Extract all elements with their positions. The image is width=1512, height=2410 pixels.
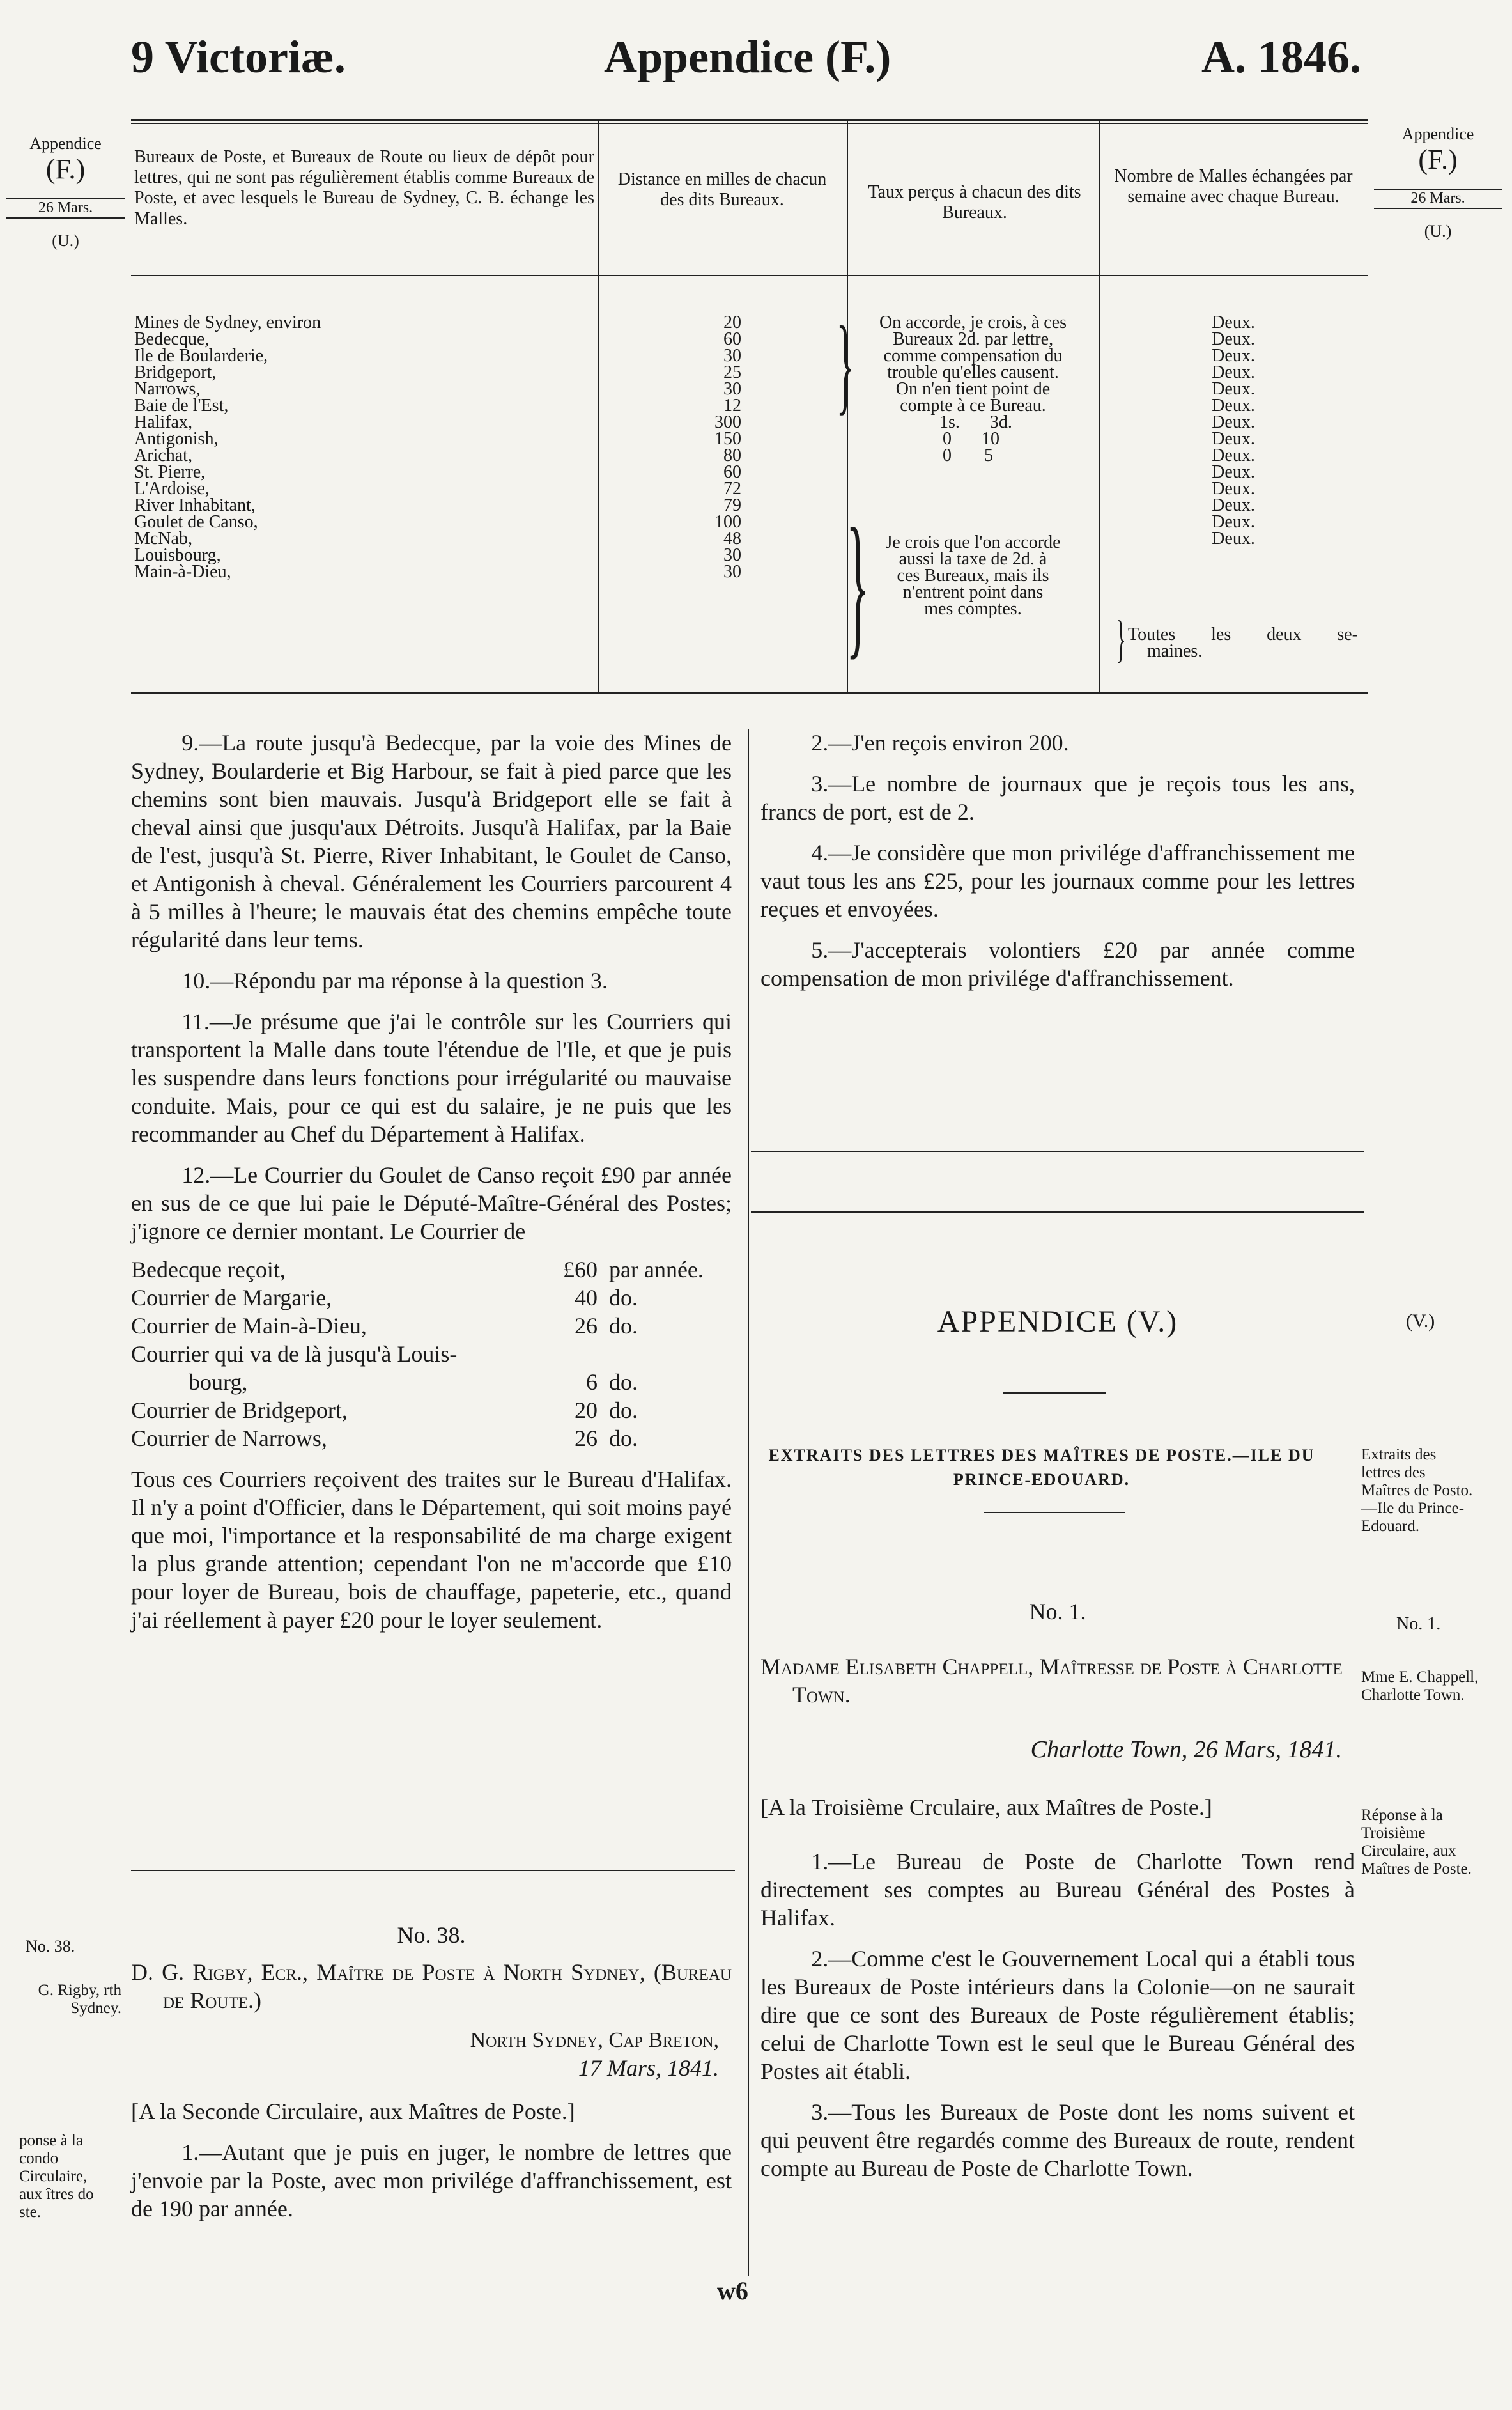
fee-amount: 6	[586, 1369, 598, 1395]
paragraph-tous: Tous ces Courriers reçoivent des traites sur le Bureau d'Halifax. Il n'y a point d'Officier, dans le Département, qui soit moins payé que moi, l'importance et la responsabilité de ma charge exigent la plus grande attention; cependant l'on ne m'accorde que £10 pour loyer de Bureau, bois de chauffage, papeterie, etc., quand j'ai réellement à payer £20 pour le loyer seulement.	[131, 1466, 732, 1633]
fee-amount: 26	[575, 1313, 598, 1339]
chappell-date: Charlotte Town, 26 Mars, 1841.	[1030, 1736, 1342, 1763]
paragraph-12: 12.—Le Courrier du Goulet de Canso reçoit £90 par année en sus de ce que lui paie le Député-Maître-Général des Postes; j'ignore ce dernier montant. Le Courrier de	[131, 1162, 732, 1244]
fee-amount: 26	[575, 1426, 598, 1451]
table-row-weekly: Deux.	[1212, 396, 1255, 416]
margin-note-extraits: Extraits des lettres des Maîtres de Posto.—Ile du Prince-Edouard.	[1361, 1446, 1473, 1535]
fee-amount: 20	[575, 1397, 598, 1423]
rates-line: compte à ce Bureau.	[900, 396, 1046, 416]
fee-name: Courrier de Main-à-Dieu,	[131, 1313, 367, 1339]
weekly-line: Toutes les deux se-	[1128, 625, 1358, 644]
left-column-lower	[131, 1921, 732, 2235]
rate-halifax	[939, 414, 1067, 431]
margin-appendix-right	[1374, 125, 1502, 241]
rate-pence: 5	[984, 446, 993, 465]
table-row-dist: 12	[723, 396, 741, 416]
fee-period: do.	[609, 1285, 638, 1310]
fee-amount: £60	[563, 1257, 598, 1282]
fee-period: do.	[609, 1397, 638, 1423]
margin-note-reponse-2: ponse à la condo Circulaire, aux îtres do ste.	[19, 2132, 94, 2221]
chappell-paragraph-3: 3.—Tous les Bureaux de Poste dont les noms suivent et qui peuvent être regardés comme des Bureaux de route, rendent compte au Bureau de Poste de Charlotte Town.	[760, 2099, 1355, 2181]
weekly-line: maines.	[1147, 641, 1203, 661]
margin-date: 26 Mars.	[1374, 189, 1502, 209]
rate-shillings: 0	[943, 429, 952, 449]
running-head-center: Appendice (F.)	[604, 31, 891, 82]
margin-letter: (F.)	[1418, 143, 1458, 175]
rate-shillings: 1s.	[939, 412, 960, 432]
fee-name: Courrier de Margarie,	[131, 1285, 332, 1310]
table-row-name: Ile de Boularderie,	[134, 346, 268, 366]
fee-period: do.	[609, 1426, 638, 1451]
table-row-dist: 30	[723, 379, 741, 399]
margin-note-reponse-3: Réponse à la Troisième Circulaire, aux Maîtres de Poste.	[1361, 1807, 1472, 1877]
rates-line: aussi la taxe de 2d. à	[899, 549, 1047, 569]
left-column	[131, 729, 732, 1647]
margin-sub: (U.)	[1424, 222, 1452, 241]
fee-period	[598, 1340, 732, 1368]
table-row-dist: 79	[723, 495, 741, 515]
paragraph-9: 9.—La route jusqu'à Bedecque, par la voie des Mines de Sydney, Boularderie et Big Harbour, se fait à pied parce que les chemins sont bien mauvais. Jusqu'à Bridgeport elle se fait à cheval ainsi que jusqu'aux Détroits. Jusqu'à Halifax, par la Baie de l'est, jusqu'à St. Pierre, River Inhabitant, le Goulet de Canso, et Antigonish à cheval. Généralement les Courriers parcourent 4 à 5 milles à l'heure; le mauvais état des chemins empêche toute régularité dans leur tems.	[131, 730, 732, 952]
fee-name: Bedecque reçoit,	[131, 1257, 286, 1282]
table-body-distance	[665, 315, 741, 580]
weekly-group	[1128, 626, 1358, 660]
th-weekly: Nombre de Malles échangées par semaine avec chaque Bureau.	[1114, 166, 1353, 207]
table-row-dist: 100	[714, 512, 741, 532]
fee-row	[131, 1396, 732, 1424]
table-row-name: McNab,	[134, 529, 192, 548]
rates-line: On n'en tient point de	[895, 379, 1051, 399]
rates-group-1	[850, 315, 1096, 414]
table-row-dist: 72	[723, 479, 741, 499]
table-body-offices	[134, 315, 591, 580]
col-divider-3	[1099, 121, 1100, 692]
table-row-dist: 30	[723, 545, 741, 565]
margin-sub: (U.)	[52, 231, 79, 251]
rates-line: mes comptes.	[924, 599, 1022, 619]
margin-note-no1: No. 1.	[1396, 1614, 1441, 1634]
left-section-rule	[131, 1870, 735, 1871]
fee-row	[131, 1424, 732, 1452]
table-bottom-rule	[131, 692, 1368, 694]
table-row-name: Halifax,	[134, 412, 192, 432]
fee-row	[131, 1284, 732, 1312]
table-row-dist: 150	[714, 429, 741, 449]
table-row-dist: 60	[723, 329, 741, 349]
fee-amount	[540, 1340, 598, 1368]
title-underline	[1003, 1392, 1106, 1394]
rates-line: trouble qu'elles causent.	[887, 362, 1059, 382]
table-row-name: Bedecque,	[134, 329, 210, 349]
rates-line: Je crois que l'on accorde	[885, 533, 1061, 552]
right-column	[760, 729, 1355, 1005]
running-head-left: 9 Victoriæ.	[131, 31, 346, 82]
col-divider-1	[598, 121, 599, 692]
margin-label: Appendice	[1401, 125, 1474, 143]
table-row-weekly: Deux.	[1212, 379, 1255, 399]
table-row-weekly: Deux.	[1212, 412, 1255, 432]
rigby-circular: [A la Seconde Circulaire, aux Maîtres de Poste.]	[131, 2099, 575, 2124]
running-head-right: A. 1846.	[1201, 31, 1361, 82]
rates-line: comme compensation du	[883, 346, 1063, 366]
table-row-name: Narrows,	[134, 379, 201, 399]
table-body-weekly	[1106, 315, 1361, 547]
table-row-weekly: Deux.	[1212, 512, 1255, 532]
chappell-circular: [A la Troisième Crculaire, aux Maîtres de Poste.]	[760, 1794, 1212, 1820]
rates-line: On accorde, je crois, à ces	[879, 313, 1067, 332]
fee-name: bourg,	[189, 1369, 248, 1395]
fee-row	[131, 1368, 732, 1396]
chappell-body	[760, 1847, 1355, 2195]
brace-group-2: }	[846, 496, 869, 673]
rates-line: n'entrent point dans	[902, 582, 1044, 602]
table-row-weekly: Deux.	[1212, 362, 1255, 382]
table-row-name: Mines de Sydney, environ	[134, 313, 321, 332]
letter-number-1: No. 1.	[1029, 1599, 1086, 1624]
rate-pence: 3d.	[989, 412, 1012, 432]
margin-appendix-left	[6, 134, 125, 251]
table-row-name: Arichat,	[134, 446, 192, 465]
table-row-weekly: Deux.	[1212, 329, 1255, 349]
rates-line: Bureaux 2d. par lettre,	[892, 329, 1054, 349]
paragraph-4: 4.—Je considère que mon privilége d'affranchissement me vaut tous les ans £25, pour les journaux comme pour les lettres reçues et envoyées.	[760, 840, 1355, 922]
fee-period: par année.	[609, 1257, 704, 1282]
fee-period: do.	[609, 1369, 638, 1395]
table-row-dist: 80	[723, 446, 741, 465]
paragraph-3: 3.—Le nombre de journaux que je reçois tous les ans, francs de port, est de 2.	[760, 771, 1355, 825]
rates-group-2	[850, 534, 1096, 618]
table-row-weekly: Deux.	[1212, 529, 1255, 548]
table-row-name: River Inhabitant,	[134, 495, 256, 515]
fee-row	[131, 1256, 732, 1284]
rates-line: ces Bureaux, mais ils	[897, 566, 1049, 586]
rigby-heading: D. G. Rigby, Ecr., Maître de Poste à North Sydney, (Bureau de Route.)	[131, 1959, 732, 2013]
paragraph-5: 5.—J'accepterais volontiers £20 par année comme compensation de mon privilége d'affranchissement.	[760, 937, 1355, 991]
chappell-paragraph-1: 1.—Le Bureau de Poste de Charlotte Town rend directement ses comptes au Bureau Général des Postes à Halifax.	[760, 1849, 1355, 1931]
extraits-underline	[984, 1512, 1125, 1513]
fee-name: Courrier de Narrows,	[131, 1426, 327, 1451]
fee-row	[131, 1340, 732, 1368]
table-row-name: Baie de l'Est,	[134, 396, 229, 416]
appendix-v-title: APPENDICE (V.)	[937, 1305, 1178, 1339]
table-row-name: Main-à-Dieu,	[134, 562, 231, 582]
chappell-paragraph-2: 2.—Comme c'est le Gouvernement Local qui a établi tous les Bureaux de Poste intérieurs dans la Colonie—on ne saurait dire que ce sont des Bureaux de Poste régulièrement établis; celui de Charlotte Town est le seul que le Bureau Général des Postes ait établi.	[760, 1946, 1355, 2084]
table-row-weekly: Deux.	[1212, 479, 1255, 499]
brace-group-3: }	[1116, 611, 1126, 667]
fee-period: do.	[609, 1313, 638, 1339]
brace-group-1: }	[836, 304, 855, 424]
table-row-weekly: Deux.	[1212, 462, 1255, 482]
margin-note-v: (V.)	[1406, 1310, 1435, 1332]
letter-number-38: No. 38.	[397, 1922, 466, 1948]
page-signature: w6	[717, 2276, 748, 2305]
rigby-place: North Sydney, Cap Breton,	[470, 2028, 719, 2052]
table-row-name: L'Ardoise,	[134, 479, 210, 499]
table-row-dist: 60	[723, 462, 741, 482]
rigby-paragraph-1: 1.—Autant que je puis en juger, le nombre de lettres que j'envoie par la Poste, avec mon privilége d'affranchissement, est de 190 par année.	[131, 2140, 732, 2221]
table-row-weekly: Deux.	[1212, 495, 1255, 515]
margin-label: Appendice	[29, 134, 102, 153]
body-column-divider	[748, 729, 749, 2276]
right-section-rule-1	[751, 1151, 1364, 1152]
fee-list	[131, 1256, 732, 1452]
chappell-heading: Madame Elisabeth Chappell, Maîtresse de Poste à Charlotte Town.	[760, 1654, 1343, 1707]
rate-shillings: 0	[943, 446, 952, 465]
table-row-dist: 300	[714, 412, 741, 432]
table-row-dist: 25	[723, 362, 741, 382]
th-rates: Taux perçus à chacun des dits Bureaux.	[868, 182, 1081, 223]
table-row-name: Bridgeport,	[134, 362, 217, 382]
margin-note-no38: No. 38.	[26, 1937, 75, 1955]
margin-note-chappell: Mme E. Chappell, Charlotte Town.	[1361, 1668, 1479, 1704]
table-row-dist: 48	[723, 529, 741, 548]
table-row-name: St. Pierre,	[134, 462, 206, 482]
paragraph-2: 2.—J'en reçois environ 200.	[811, 730, 1069, 756]
table-row-name: Goulet de Canso,	[134, 512, 258, 532]
table-row-dist: 20	[723, 313, 741, 332]
right-section-rule-2	[751, 1211, 1364, 1213]
rate-antigonish	[943, 431, 1070, 447]
rigby-date: 17 Mars, 1841.	[578, 2055, 719, 2081]
table-row-name: Louisbourg,	[134, 545, 221, 565]
table-row-weekly: Deux.	[1212, 346, 1255, 366]
fee-name: Courrier de Bridgeport,	[131, 1397, 348, 1423]
paragraph-11: 11.—Je présume que j'ai le contrôle sur les Courriers qui transportent la Malle dans toute l'étendue de l'Ile, et que je puis les suspendre dans leurs fonctions pour irrégularité ou mauvaise conduite. Mais, pour ce qui est du salaire, je ne puis que les recommander au Chef du Département à Halifax.	[131, 1009, 732, 1147]
table-top-rule-2	[131, 123, 1368, 124]
table-row-weekly: Deux.	[1212, 313, 1255, 332]
fee-name: Courrier qui va de là jusqu'à Louis-	[131, 1341, 458, 1367]
rate-pence: 10	[982, 429, 999, 449]
margin-letter: (F.)	[45, 153, 86, 185]
margin-date: 26 Mars.	[6, 198, 125, 219]
table-row-dist: 30	[723, 346, 741, 366]
table-row-name: Antigonish,	[134, 429, 219, 449]
paragraph-10: 10.—Répondu par ma réponse à la question 3.	[181, 968, 608, 993]
table-row-dist: 30	[723, 562, 741, 582]
th-offices: Bureaux de Poste, et Bureaux de Route ou lieux de dépôt pour lettres, qui ne sont pas régulièrement établis comme Bureaux de Poste, et avec lesquels le Bureau de Sydney, C. B. échange les Malles.	[134, 147, 594, 229]
fee-amount: 40	[575, 1285, 598, 1310]
table-row-weekly: Deux.	[1212, 429, 1255, 449]
fee-row	[131, 1312, 732, 1340]
table-header-rule	[131, 275, 1368, 276]
th-distance: Distance en milles de chacun des dits Bureaux.	[617, 169, 827, 210]
extraits-heading: EXTRAITS DES LETTRES DES MAÎTRES DE POSTE.—ILE DU PRINCE-EDOUARD.	[768, 1446, 1315, 1489]
rate-arichat	[943, 447, 1070, 464]
margin-note-rigby: G. Rigby, rth Sydney.	[38, 1982, 121, 2017]
table-top-rule	[131, 119, 1368, 121]
table-row-weekly: Deux.	[1212, 446, 1255, 465]
